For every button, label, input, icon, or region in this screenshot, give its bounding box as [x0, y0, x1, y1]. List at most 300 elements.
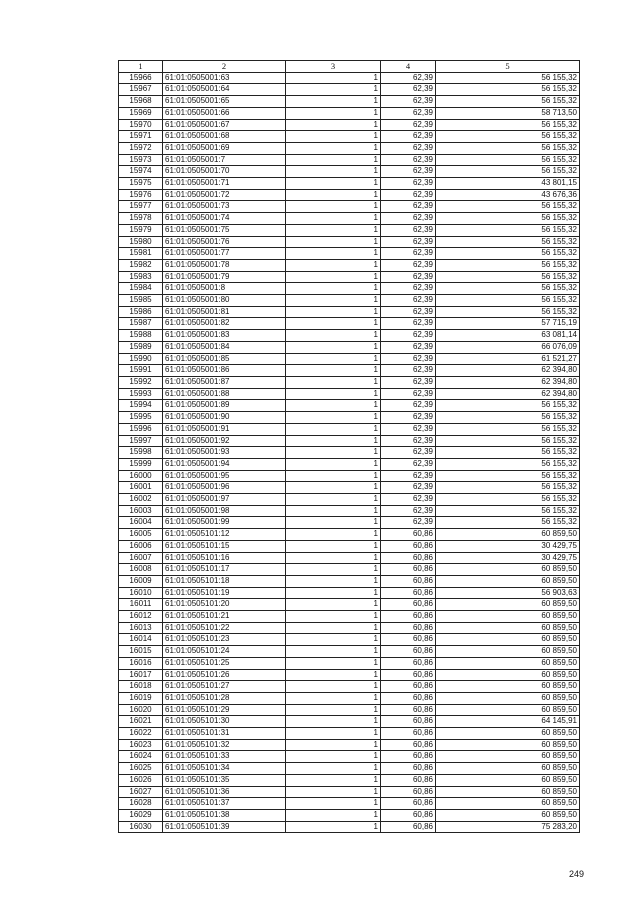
table-row — [119, 365, 580, 377]
count-value: 1 — [286, 388, 381, 400]
cadastral-number: 61:01:0505001:71 — [163, 178, 286, 190]
row-number: 16029 — [119, 810, 163, 822]
table-row — [119, 447, 580, 459]
count-value: 1 — [286, 470, 381, 482]
cadastral-number: 61:01:0505101:20 — [163, 599, 286, 611]
cadastral-number: 61:01:0505001:92 — [163, 435, 286, 447]
cost-value: 60 859,50 — [436, 657, 580, 669]
row-number: 15974 — [119, 166, 163, 178]
count-value: 1 — [286, 224, 381, 236]
cadastral-number: 61:01:0505101:29 — [163, 704, 286, 716]
area-value: 62,39 — [381, 412, 436, 424]
count-value: 1 — [286, 575, 381, 587]
cost-value: 56 155,32 — [436, 482, 580, 494]
cost-value: 64 145,91 — [436, 716, 580, 728]
cost-value: 60 859,50 — [436, 669, 580, 681]
cadastral-number: 61:01:0505001:99 — [163, 517, 286, 529]
cadastral-number: 61:01:0505101:19 — [163, 587, 286, 599]
cost-value: 60 859,50 — [436, 692, 580, 704]
cadastral-number: 61:01:0505101:12 — [163, 529, 286, 541]
table-body — [119, 72, 580, 833]
area-value: 62,39 — [381, 423, 436, 435]
cost-value: 56 155,32 — [436, 96, 580, 108]
table-row — [119, 599, 580, 611]
cost-value: 56 155,32 — [436, 295, 580, 307]
row-number: 15971 — [119, 131, 163, 143]
area-value: 62,39 — [381, 482, 436, 494]
cadastral-number: 61:01:0505001:98 — [163, 505, 286, 517]
cadastral-number: 61:01:0505001:91 — [163, 423, 286, 435]
cadastral-number: 61:01:0505001:74 — [163, 213, 286, 225]
cadastral-number: 61:01:0505001:65 — [163, 96, 286, 108]
count-value: 1 — [286, 611, 381, 623]
count-value: 1 — [286, 306, 381, 318]
count-value: 1 — [286, 821, 381, 833]
cost-value: 30 429,75 — [436, 540, 580, 552]
table-row — [119, 142, 580, 154]
page-number: 249 — [568, 869, 584, 879]
row-number: 15986 — [119, 306, 163, 318]
count-value: 1 — [286, 529, 381, 541]
cost-value: 60 859,50 — [436, 646, 580, 658]
cadastral-number: 61:01:0505001:85 — [163, 353, 286, 365]
row-number: 15981 — [119, 248, 163, 260]
count-value: 1 — [286, 494, 381, 506]
column-header-2: 2 — [163, 61, 286, 73]
table-row — [119, 224, 580, 236]
count-value: 1 — [286, 330, 381, 342]
table-row — [119, 341, 580, 353]
row-number: 16009 — [119, 575, 163, 587]
cost-value: 56 155,32 — [436, 259, 580, 271]
area-value: 62,39 — [381, 341, 436, 353]
area-value: 60,86 — [381, 552, 436, 564]
cost-value: 56 155,32 — [436, 72, 580, 84]
area-value: 62,39 — [381, 458, 436, 470]
area-value: 60,86 — [381, 704, 436, 716]
row-number: 15983 — [119, 271, 163, 283]
count-value: 1 — [286, 283, 381, 295]
row-number: 15969 — [119, 107, 163, 119]
cost-value: 60 859,50 — [436, 704, 580, 716]
area-value: 62,39 — [381, 400, 436, 412]
area-value: 60,86 — [381, 575, 436, 587]
table-row — [119, 131, 580, 143]
cadastral-number: 61:01:0505001:80 — [163, 295, 286, 307]
area-value: 62,39 — [381, 119, 436, 131]
table-row — [119, 482, 580, 494]
row-number: 16018 — [119, 681, 163, 693]
cadastral-number: 61:01:0505101:36 — [163, 786, 286, 798]
row-number: 16002 — [119, 494, 163, 506]
cadastral-number: 61:01:0505001:83 — [163, 330, 286, 342]
cost-value: 56 155,32 — [436, 283, 580, 295]
cadastral-number: 61:01:0505001:90 — [163, 412, 286, 424]
table-row — [119, 84, 580, 96]
area-value: 60,86 — [381, 821, 436, 833]
cadastral-number: 61:01:0505001:93 — [163, 447, 286, 459]
cost-value: 56 155,32 — [436, 470, 580, 482]
area-value: 62,39 — [381, 330, 436, 342]
count-value: 1 — [286, 646, 381, 658]
cost-value: 56 155,32 — [436, 154, 580, 166]
count-value: 1 — [286, 189, 381, 201]
cadastral-number: 61:01:0505101:31 — [163, 728, 286, 740]
count-value: 1 — [286, 248, 381, 260]
area-value: 60,86 — [381, 692, 436, 704]
cadastral-number: 61:01:0505001:94 — [163, 458, 286, 470]
area-value: 60,86 — [381, 774, 436, 786]
count-value: 1 — [286, 154, 381, 166]
column-header-5: 5 — [436, 61, 580, 73]
cadastral-number: 61:01:0505101:34 — [163, 763, 286, 775]
cost-value: 60 859,50 — [436, 575, 580, 587]
area-value: 62,39 — [381, 505, 436, 517]
row-number: 15982 — [119, 259, 163, 271]
count-value: 1 — [286, 692, 381, 704]
cadastral-number: 61:01:0505001:87 — [163, 376, 286, 388]
cost-value: 56 155,32 — [436, 447, 580, 459]
cadastral-number: 61:01:0505001:7 — [163, 154, 286, 166]
table-row — [119, 248, 580, 260]
row-number: 15978 — [119, 213, 163, 225]
cadastral-number: 61:01:0505001:97 — [163, 494, 286, 506]
table-row — [119, 681, 580, 693]
row-number: 16017 — [119, 669, 163, 681]
row-number: 15990 — [119, 353, 163, 365]
cost-value: 30 429,75 — [436, 552, 580, 564]
table-row — [119, 330, 580, 342]
count-value: 1 — [286, 353, 381, 365]
area-value: 62,39 — [381, 154, 436, 166]
cost-value: 60 859,50 — [436, 728, 580, 740]
count-value: 1 — [286, 376, 381, 388]
area-value: 62,39 — [381, 131, 436, 143]
cost-value: 60 859,50 — [436, 810, 580, 822]
row-number: 15991 — [119, 365, 163, 377]
area-value: 62,39 — [381, 189, 436, 201]
column-header-4: 4 — [381, 61, 436, 73]
table-row — [119, 318, 580, 330]
count-value: 1 — [286, 739, 381, 751]
table-row — [119, 412, 580, 424]
cadastral-number: 61:01:0505101:17 — [163, 564, 286, 576]
row-number: 15999 — [119, 458, 163, 470]
area-value: 60,86 — [381, 564, 436, 576]
table-row — [119, 376, 580, 388]
cost-value: 60 859,50 — [436, 739, 580, 751]
area-value: 60,86 — [381, 763, 436, 775]
cadastral-number: 61:01:0505001:67 — [163, 119, 286, 131]
table-row — [119, 798, 580, 810]
count-value: 1 — [286, 587, 381, 599]
row-number: 16027 — [119, 786, 163, 798]
table-row — [119, 154, 580, 166]
row-number: 15977 — [119, 201, 163, 213]
cadastral-number: 61:01:0505101:38 — [163, 810, 286, 822]
row-number: 15995 — [119, 412, 163, 424]
row-number: 15993 — [119, 388, 163, 400]
table-row — [119, 306, 580, 318]
count-value: 1 — [286, 763, 381, 775]
count-value: 1 — [286, 435, 381, 447]
cadastral-number: 61:01:0505101:32 — [163, 739, 286, 751]
cost-value: 60 859,50 — [436, 622, 580, 634]
cadastral-number: 61:01:0505001:88 — [163, 388, 286, 400]
cost-value: 60 859,50 — [436, 529, 580, 541]
cost-value: 56 155,32 — [436, 458, 580, 470]
area-value: 62,39 — [381, 365, 436, 377]
row-number: 15997 — [119, 435, 163, 447]
table-row — [119, 611, 580, 623]
cost-value: 60 859,50 — [436, 751, 580, 763]
area-value: 62,39 — [381, 84, 436, 96]
area-value: 60,86 — [381, 657, 436, 669]
table-row — [119, 646, 580, 658]
table-row — [119, 400, 580, 412]
cost-value: 56 155,32 — [436, 517, 580, 529]
cost-value: 60 859,50 — [436, 786, 580, 798]
area-value: 62,39 — [381, 517, 436, 529]
cost-value: 56 155,32 — [436, 306, 580, 318]
cadastral-number: 61:01:0505001:68 — [163, 131, 286, 143]
cost-value: 56 155,32 — [436, 224, 580, 236]
row-number: 16023 — [119, 739, 163, 751]
count-value: 1 — [286, 634, 381, 646]
cost-value: 56 155,32 — [436, 84, 580, 96]
cadastral-number: 61:01:0505001:73 — [163, 201, 286, 213]
cadastral-number: 61:01:0505101:22 — [163, 622, 286, 634]
count-value: 1 — [286, 412, 381, 424]
area-value: 60,86 — [381, 646, 436, 658]
area-value: 60,86 — [381, 739, 436, 751]
area-value: 62,39 — [381, 318, 436, 330]
count-value: 1 — [286, 271, 381, 283]
count-value: 1 — [286, 728, 381, 740]
area-value: 62,39 — [381, 96, 436, 108]
cadastral-number: 61:01:0505001:8 — [163, 283, 286, 295]
area-value: 60,86 — [381, 681, 436, 693]
area-value: 62,39 — [381, 248, 436, 260]
table-row — [119, 716, 580, 728]
cadastral-number: 61:01:0505001:95 — [163, 470, 286, 482]
count-value: 1 — [286, 72, 381, 84]
cadastral-number: 61:01:0505001:84 — [163, 341, 286, 353]
cost-value: 60 859,50 — [436, 798, 580, 810]
area-value: 60,86 — [381, 751, 436, 763]
area-value: 60,86 — [381, 669, 436, 681]
row-number: 15979 — [119, 224, 163, 236]
cadastral-number: 61:01:0505001:77 — [163, 248, 286, 260]
row-number: 15989 — [119, 341, 163, 353]
row-number: 15985 — [119, 295, 163, 307]
table-row — [119, 692, 580, 704]
table-row — [119, 353, 580, 365]
cost-value: 56 155,32 — [436, 400, 580, 412]
count-value: 1 — [286, 810, 381, 822]
row-number: 15998 — [119, 447, 163, 459]
table-row — [119, 669, 580, 681]
cost-value: 56 903,63 — [436, 587, 580, 599]
count-value: 1 — [286, 259, 381, 271]
area-value: 62,39 — [381, 295, 436, 307]
table-row — [119, 107, 580, 119]
count-value: 1 — [286, 119, 381, 131]
count-value: 1 — [286, 423, 381, 435]
count-value: 1 — [286, 458, 381, 470]
count-value: 1 — [286, 657, 381, 669]
row-number: 15966 — [119, 72, 163, 84]
area-value: 60,86 — [381, 540, 436, 552]
area-value: 60,86 — [381, 587, 436, 599]
cost-value: 56 155,32 — [436, 236, 580, 248]
cost-value: 56 155,32 — [436, 166, 580, 178]
area-value: 62,39 — [381, 388, 436, 400]
area-value: 62,39 — [381, 470, 436, 482]
row-number: 16024 — [119, 751, 163, 763]
cadastral-number: 61:01:0505101:18 — [163, 575, 286, 587]
row-number: 15988 — [119, 330, 163, 342]
row-number: 16020 — [119, 704, 163, 716]
count-value: 1 — [286, 774, 381, 786]
cost-value: 57 715,19 — [436, 318, 580, 330]
table-row — [119, 72, 580, 84]
row-number: 16019 — [119, 692, 163, 704]
row-number: 15980 — [119, 236, 163, 248]
cadastral-number: 61:01:0505001:86 — [163, 365, 286, 377]
row-number: 16005 — [119, 529, 163, 541]
cost-value: 63 081,14 — [436, 330, 580, 342]
area-value: 62,39 — [381, 283, 436, 295]
area-value: 60,86 — [381, 798, 436, 810]
row-number: 15967 — [119, 84, 163, 96]
area-value: 62,39 — [381, 213, 436, 225]
cost-value: 56 155,32 — [436, 142, 580, 154]
area-value: 60,86 — [381, 810, 436, 822]
area-value: 62,39 — [381, 201, 436, 213]
row-number: 16000 — [119, 470, 163, 482]
cost-value: 60 859,50 — [436, 681, 580, 693]
count-value: 1 — [286, 599, 381, 611]
count-value: 1 — [286, 107, 381, 119]
count-value: 1 — [286, 622, 381, 634]
cost-value: 56 155,32 — [436, 213, 580, 225]
row-number: 16010 — [119, 587, 163, 599]
cost-value: 60 859,50 — [436, 763, 580, 775]
area-value: 62,39 — [381, 178, 436, 190]
row-number: 15992 — [119, 376, 163, 388]
cadastral-number: 61:01:0505101:35 — [163, 774, 286, 786]
area-value: 60,86 — [381, 786, 436, 798]
cadastral-number: 61:01:0505001:81 — [163, 306, 286, 318]
cost-value: 56 155,32 — [436, 271, 580, 283]
column-header-3: 3 — [286, 61, 381, 73]
table-row — [119, 458, 580, 470]
table-row — [119, 435, 580, 447]
cost-value: 60 859,50 — [436, 564, 580, 576]
cost-value: 56 155,32 — [436, 505, 580, 517]
cost-value: 56 155,32 — [436, 435, 580, 447]
row-number: 16021 — [119, 716, 163, 728]
area-value: 60,86 — [381, 728, 436, 740]
cost-value: 60 859,50 — [436, 634, 580, 646]
area-value: 60,86 — [381, 634, 436, 646]
row-number: 15970 — [119, 119, 163, 131]
table-row — [119, 810, 580, 822]
count-value: 1 — [286, 365, 381, 377]
table-row — [119, 236, 580, 248]
cadastral-number: 61:01:0505001:72 — [163, 189, 286, 201]
cadastral-number: 61:01:0505101:28 — [163, 692, 286, 704]
table-row — [119, 751, 580, 763]
row-number: 16015 — [119, 646, 163, 658]
table-row — [119, 821, 580, 833]
cadastral-number: 61:01:0505101:24 — [163, 646, 286, 658]
row-number: 15984 — [119, 283, 163, 295]
cost-value: 61 521,27 — [436, 353, 580, 365]
area-value: 60,86 — [381, 611, 436, 623]
cadastral-number: 61:01:0505101:37 — [163, 798, 286, 810]
cost-value: 43 676,36 — [436, 189, 580, 201]
table-row — [119, 259, 580, 271]
row-number: 16006 — [119, 540, 163, 552]
count-value: 1 — [286, 669, 381, 681]
cadastral-number: 61:01:0505001:64 — [163, 84, 286, 96]
row-number: 16003 — [119, 505, 163, 517]
area-value: 62,39 — [381, 306, 436, 318]
table-row — [119, 552, 580, 564]
row-number: 15996 — [119, 423, 163, 435]
area-value: 62,39 — [381, 236, 436, 248]
table-row — [119, 423, 580, 435]
cadastral-number: 61:01:0505101:27 — [163, 681, 286, 693]
row-number: 16007 — [119, 552, 163, 564]
area-value: 62,39 — [381, 271, 436, 283]
count-value: 1 — [286, 201, 381, 213]
cadastral-number: 61:01:0505001:89 — [163, 400, 286, 412]
cadastral-number: 61:01:0505101:21 — [163, 611, 286, 623]
area-value: 60,86 — [381, 599, 436, 611]
row-number: 16001 — [119, 482, 163, 494]
row-number: 16013 — [119, 622, 163, 634]
count-value: 1 — [286, 178, 381, 190]
area-value: 62,39 — [381, 107, 436, 119]
area-value: 62,39 — [381, 435, 436, 447]
count-value: 1 — [286, 318, 381, 330]
table-row — [119, 704, 580, 716]
cost-value: 75 283,20 — [436, 821, 580, 833]
cost-value: 56 155,32 — [436, 423, 580, 435]
cadastral-number: 61:01:0505101:16 — [163, 552, 286, 564]
cadastral-number: 61:01:0505101:25 — [163, 657, 286, 669]
count-value: 1 — [286, 798, 381, 810]
table-row — [119, 728, 580, 740]
row-number: 15975 — [119, 178, 163, 190]
cost-value: 62 394,80 — [436, 365, 580, 377]
count-value: 1 — [286, 786, 381, 798]
count-value: 1 — [286, 142, 381, 154]
table-row — [119, 96, 580, 108]
table-row — [119, 763, 580, 775]
count-value: 1 — [286, 517, 381, 529]
row-number: 15976 — [119, 189, 163, 201]
cadastral-number: 61:01:0505101:15 — [163, 540, 286, 552]
cost-value: 66 076,09 — [436, 341, 580, 353]
row-number: 16025 — [119, 763, 163, 775]
table-row — [119, 587, 580, 599]
row-number: 15973 — [119, 154, 163, 166]
row-number: 15968 — [119, 96, 163, 108]
